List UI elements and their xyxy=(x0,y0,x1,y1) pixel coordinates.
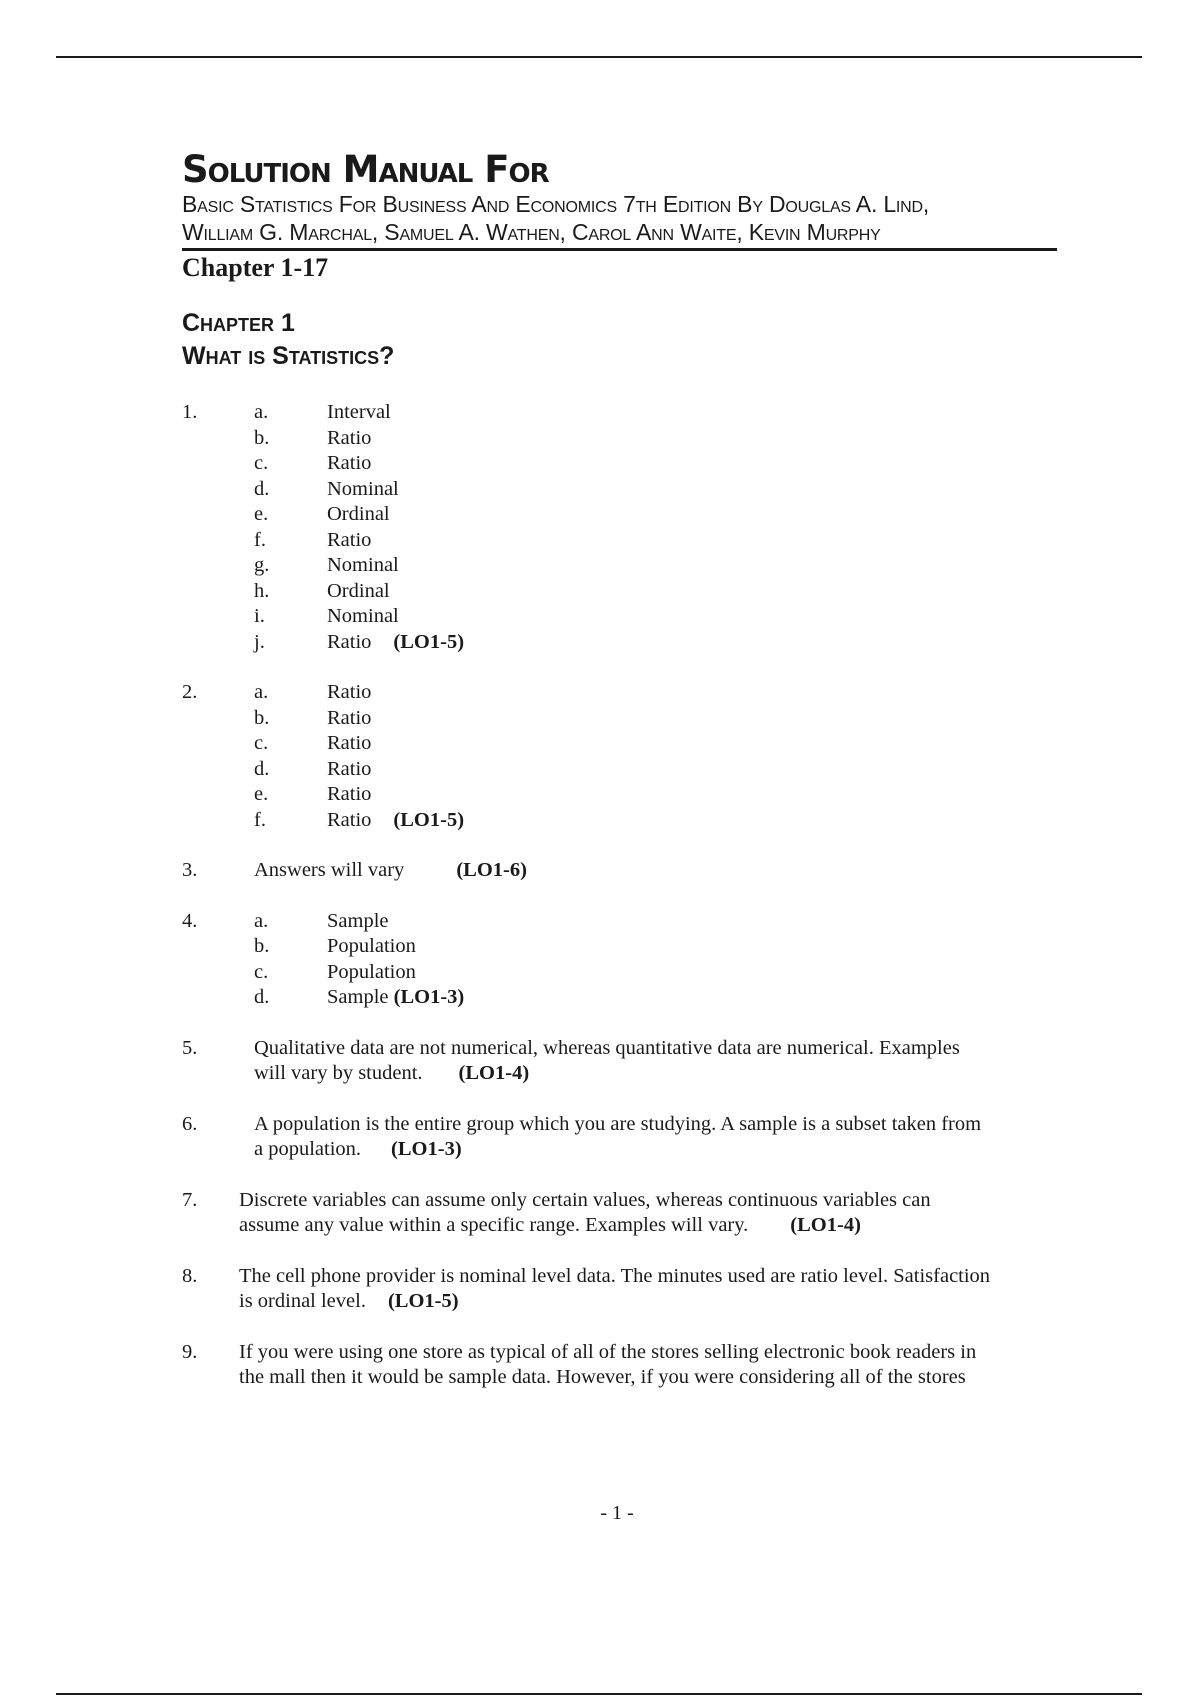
answer-text: Answers will vary xyxy=(254,859,405,881)
question-number: 1. xyxy=(182,401,198,423)
question-number: 4. xyxy=(182,909,198,932)
question-number: 5. xyxy=(182,1036,198,1059)
question-number: 6. xyxy=(182,1112,198,1135)
question-2 xyxy=(182,680,1057,833)
document-subtitle-line2: William G. Marchal, Samuel A. Wathen, Carol Ann Waite, Kevin Murphy xyxy=(182,219,881,245)
page-number: - 1 - xyxy=(600,1502,634,1524)
question-1 xyxy=(182,400,1057,655)
question-number: 7. xyxy=(182,1188,198,1211)
list-item: j. Ratio (LO1-5) xyxy=(254,630,465,653)
list-item: e. Ratio xyxy=(254,783,372,805)
list-item: g. Nominal xyxy=(254,554,399,576)
list-item: b. Ratio xyxy=(254,706,372,729)
list-item: d. Nominal xyxy=(254,477,399,500)
top-rule xyxy=(56,56,1142,58)
list-item: b. Population xyxy=(254,935,416,957)
answer-text: A population is the entire group which you are studying. A sample is a subset taken from xyxy=(254,1112,982,1135)
learning-objective: (LO1-5) xyxy=(387,1290,459,1312)
list-item: f. Ratio xyxy=(254,528,372,551)
list-item: d. Ratio xyxy=(254,757,372,780)
answer-text: Qualitative data are not numerical, whereas quantitative data are numerical. Examples xyxy=(254,1036,960,1059)
question-number: 9. xyxy=(182,1340,198,1363)
question-number: 8. xyxy=(182,1264,198,1287)
learning-objective: (LO1-4) xyxy=(790,1214,861,1236)
question-number: 2. xyxy=(182,681,198,703)
bottom-rule xyxy=(56,1693,1142,1695)
question-3 xyxy=(182,858,1057,884)
question-7: 7. Discrete variables can assume only certain values, whereas continuous variables can assume any value within a specific range. Examples will vary. (LO1-4) xyxy=(182,1188,1057,1239)
list-item: b. Ratio xyxy=(254,426,372,449)
page-content xyxy=(182,150,1057,1391)
list-item: e. Ordinal xyxy=(254,503,390,525)
list-item: c. Population xyxy=(254,960,416,983)
learning-objective: (LO1-3) xyxy=(391,1138,462,1160)
question-5: 5. Qualitative data are not numerical, whereas quantitative data are numerical. Examples will vary by student. (LO1-4) xyxy=(182,1036,1057,1087)
list-item: a. Interval xyxy=(254,401,391,423)
answer-text: The cell phone provider is nominal level data. The minutes used are ratio level. Satisfaction xyxy=(239,1264,991,1287)
chapter-range: Chapter 1-17 xyxy=(182,253,329,282)
chapter-title: What is Statistics? xyxy=(182,342,395,370)
learning-objective: (LO1-3) xyxy=(393,986,465,1008)
question-4 xyxy=(182,909,1057,1011)
document-title: Solution Manual For xyxy=(182,148,549,191)
list-item: d. Sample (LO1-3) xyxy=(254,986,465,1008)
question-8: 8. The cell phone provider is nominal level data. The minutes used are ratio level. Satisfaction is ordinal level. (LO1-5) xyxy=(182,1264,1057,1315)
learning-objective: (LO1-4) xyxy=(458,1062,530,1084)
learning-objective: (LO1-5) xyxy=(393,808,465,831)
list-item: a. Ratio xyxy=(254,681,372,703)
list-item: h. Ordinal xyxy=(254,579,390,602)
question-9 xyxy=(182,1340,1057,1391)
list-item: a. Sample xyxy=(254,909,389,932)
question-number: 3. xyxy=(182,859,198,881)
answer-text: If you were using one store as typical of all of the stores selling electronic book readers in xyxy=(239,1340,977,1363)
answer-text: Discrete variables can assume only certain values, whereas continuous variables can xyxy=(239,1188,931,1211)
list-item: i. Nominal xyxy=(254,605,399,627)
list-item: c. Ratio xyxy=(254,732,372,754)
document-subtitle-line1: Basic Statistics For Business And Economics 7th Edition By Douglas A. Lind, xyxy=(182,191,930,217)
list-item: c. Ratio xyxy=(254,452,372,474)
learning-objective: (LO1-6) xyxy=(456,859,527,881)
learning-objective: (LO1-5) xyxy=(393,630,465,653)
answer-text: the mall then it would be sample data. However, if you were considering all of the stores xyxy=(239,1366,966,1388)
list-item: f. Ratio (LO1-5) xyxy=(254,808,465,831)
chapter-number: Chapter 1 xyxy=(182,309,295,337)
question-6: 6. A population is the entire group which you are studying. A sample is a subset taken from a population. (LO1-3) xyxy=(182,1112,1057,1163)
